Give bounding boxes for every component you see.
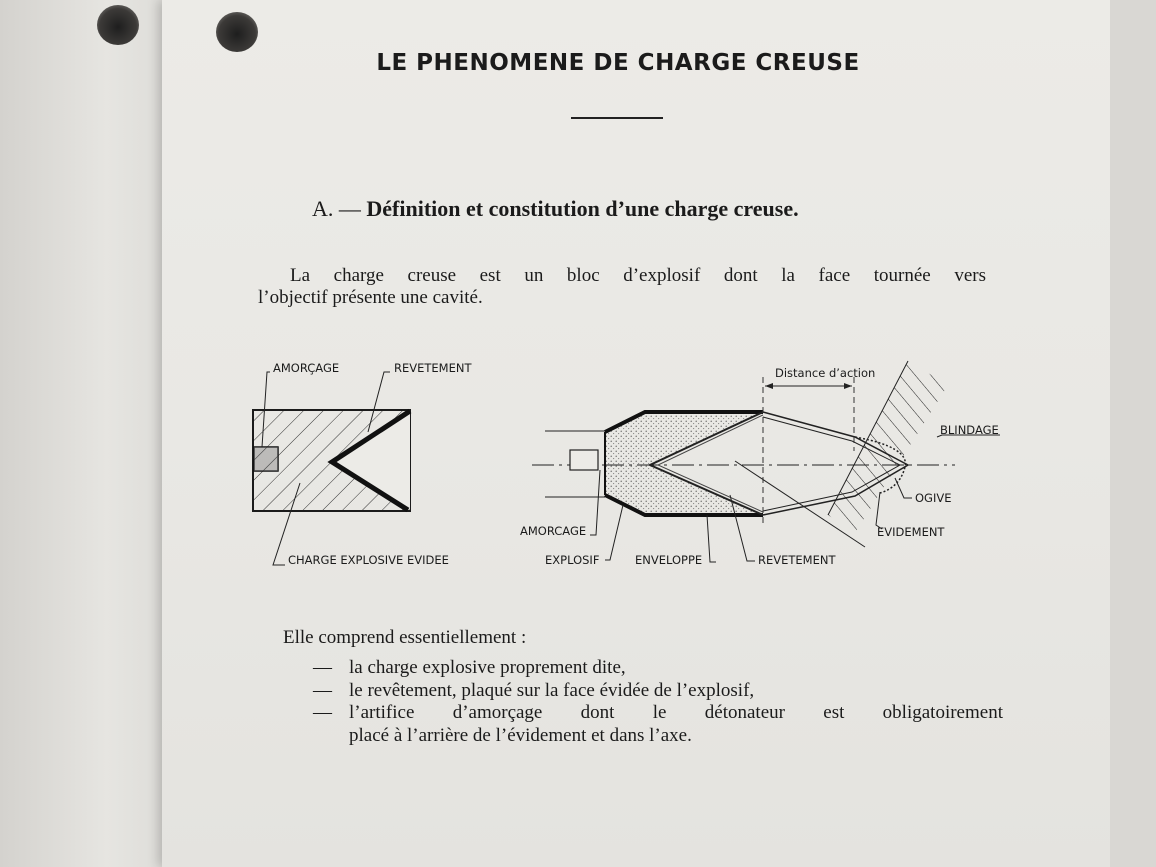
label-enveloppe: ENVELOPPE xyxy=(635,553,703,567)
label-amorcage-left: AMORÇAGE xyxy=(273,361,340,375)
facing-page xyxy=(0,0,178,867)
page-title: LE PHENOMENE DE CHARGE CREUSE xyxy=(376,50,860,76)
binder-hole-icon xyxy=(97,5,139,45)
label-blindage: BLINDAGE xyxy=(940,423,999,437)
left-charge-figure xyxy=(253,361,472,567)
label-amorcage-right: AMORCAGE xyxy=(520,524,587,538)
label-explosif: EXPLOSIF xyxy=(545,553,600,567)
background-surface xyxy=(1110,0,1156,867)
list-dash: — xyxy=(313,679,332,701)
list-item xyxy=(313,657,1003,680)
list-item-text: la charge explosive proprement dite, xyxy=(349,657,626,678)
list-item xyxy=(313,680,1003,703)
title-underline xyxy=(571,117,663,119)
label-charge-explosive: CHARGE EXPLOSIVE EVIDEE xyxy=(288,553,449,567)
list-item-text: le revêtement, plaqué sur la face évidée de l’explosif, xyxy=(349,679,755,701)
section-heading xyxy=(312,196,799,222)
label-evidement: EVIDEMENT xyxy=(877,525,945,539)
right-charge-figure xyxy=(520,361,1000,567)
list-dash: — xyxy=(313,702,332,723)
components-list xyxy=(313,657,1003,747)
shaped-charge-diagram xyxy=(240,355,1020,575)
label-revetement-left: REVETEMENT xyxy=(394,361,472,375)
paragraph-line: l’objectif présente une cavité. xyxy=(258,287,483,308)
binder-hole-icon xyxy=(216,12,258,52)
list-item-continuation: placé à l’arrière de l’évidement et dans l’axe. xyxy=(349,724,692,746)
definition-paragraph xyxy=(258,265,986,309)
list-dash: — xyxy=(313,657,332,678)
list-intro: Elle comprend essentiellement : xyxy=(283,627,527,648)
label-ogive: OGIVE xyxy=(915,491,952,505)
list-item-text: l’artifice d’amorçage dont le détonateur est obligatoirement xyxy=(349,702,1003,723)
label-distance-action: Distance d’action xyxy=(775,366,876,380)
paragraph-line: La charge creuse est un bloc d’explosif dont la face tournée vers xyxy=(290,265,986,286)
list-item xyxy=(313,702,1003,725)
section-title: Définition et constitution d’une charge creuse. xyxy=(366,196,799,221)
section-letter: A. — xyxy=(312,196,361,221)
label-revetement-right: REVETEMENT xyxy=(758,553,836,567)
